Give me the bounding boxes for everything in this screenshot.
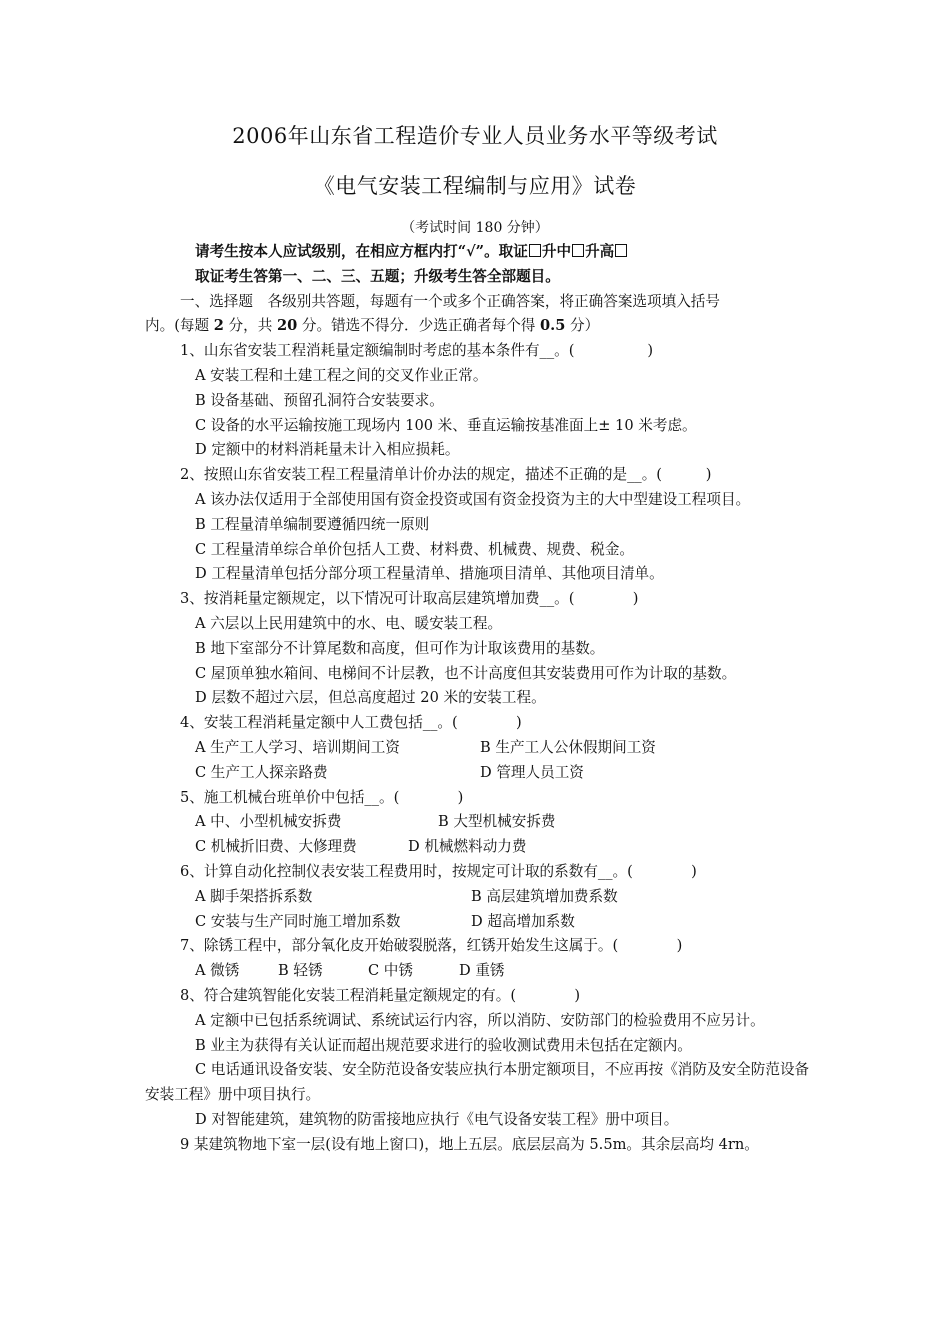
question-5-option-d: D 机械燃料动力费	[408, 838, 527, 856]
instruction-level-high: 升高	[585, 243, 615, 260]
question-4-option-b: B 生产工人公休假期间工资	[480, 738, 656, 756]
question-1-option-b: B 设备基础、预留孔洞符合安装要求。	[195, 391, 444, 409]
question-5-option-a: A 中、小型机械安拆费	[195, 813, 342, 831]
question-2-option-a: A 该办法仅适用于全部使用国有资金投资或国有资金投资为主的大中型建设工程项目。	[195, 490, 751, 508]
section1-heading: 一、选择题 各级别共答题，每题有一个或多个正确答案，将正确答案选项填入括号	[180, 292, 720, 310]
instruction-level-text: 请考生按本人应试级别，在相应方框内打“√”。取证	[195, 243, 528, 260]
question-8-option-c: C 电话通讯设备安装、安全防范设备安装应执行本册定额项目，不应再按《消防及安全防范设备安装工程》册中项目执行。	[145, 1061, 810, 1104]
question-6-option-a: A 脚手架搭拆系数	[195, 887, 313, 905]
question-1-option-a: A 安装工程和土建工程之间的交叉作业正常。	[195, 366, 488, 384]
question-5-option-b: B 大型机械安拆费	[438, 813, 556, 831]
instruction-level-mid: 升中	[541, 243, 572, 260]
question-3-option-b: B 地下室部分不计算尾数和高度，但可作为计取该费用的基数。	[195, 639, 605, 657]
question-8: 8、符合建筑智能化安装工程消耗量定额规定的有。( )	[180, 986, 581, 1004]
question-3-option-d: D 层数不超过六层，但总高度超过 20 米的安装工程。	[195, 689, 546, 707]
question-3-option-c: C 屋顶单独水箱间、电梯间不计层教，也不计高度但其安装费用可作为计取的基数。	[195, 664, 737, 682]
checkbox-upgrade-mid[interactable]	[572, 244, 584, 257]
question-5: 5、施工机械台班单价中包括__。( )	[180, 788, 464, 806]
question-2-option-c: C 工程量清单综合单价包括人工费、材料费、机械费、规费、税金。	[195, 540, 635, 558]
question-5-options-cd	[145, 835, 817, 860]
question-4-options-ab	[145, 736, 817, 761]
question-3-option-a: A 六层以上民用建筑中的水、电、暖安装工程。	[195, 614, 503, 632]
instruction-level	[145, 240, 817, 265]
exam-title: 2006年山东省工程造价专业人员业务水平等级考试	[232, 124, 718, 148]
exam-duration: （考试时间 180 分钟）	[401, 220, 549, 236]
question-4-option-c: C 生产工人探亲路费	[195, 763, 328, 781]
question-6-options-ab	[145, 885, 817, 910]
question-2-option-d: D 工程量清单包括分部分项工程量清单、措施项目清单、其他项目清单。	[195, 565, 664, 583]
question-7-option-c: C 中锈	[368, 962, 413, 980]
question-6-option-b: B 高层建筑增加费系数	[471, 887, 618, 905]
question-1-option-c: C 设备的水平运输按施工现场内 100 米、垂直运输按基准面上± 10 米考虑。	[195, 416, 697, 434]
instruction-scope: 取证考生答第一、二、三、五题；升级考生答全部题目。	[195, 267, 560, 285]
question-7-options	[145, 959, 817, 984]
question-6-option-d: D 超高增加系数	[471, 912, 575, 930]
question-1: 1、山东省安装工程消耗量定额编制时考虑的基本条件有__。( )	[180, 342, 654, 360]
exam-body	[145, 240, 817, 1157]
question-6: 6、计算自动化控制仪表安装工程费用时，按规定可计取的系数有__。( )	[180, 862, 697, 880]
question-1-option-d: D 定额中的材料消耗量未计入相应损耗。	[195, 441, 460, 459]
question-4-option-a: A 生产工人学习、培训期间工资	[195, 738, 400, 756]
checkbox-qualify[interactable]	[529, 244, 541, 257]
question-8-option-b: B 业主为获得有关认证而超出规范要求进行的验收测试费用未包括在定额内。	[195, 1036, 692, 1054]
question-8-option-a: A 定额中已包括系统调试、系统试运行内容，所以消防、安防部门的检验费用不应另计。	[195, 1011, 765, 1029]
question-5-options-ab	[145, 810, 817, 835]
question-9: 9 某建筑物地下室一层(设有地上窗口)，地上五层。底层层高为 5.5m。其余层高均 4rn。	[180, 1135, 759, 1153]
question-6-option-c: C 安装与生产同时施工增加系数	[195, 912, 401, 930]
question-4-options-cd	[145, 761, 817, 786]
question-6-options-cd	[145, 910, 817, 935]
question-3: 3、按消耗量定额规定，以下情况可计取高层建筑增加费__。( )	[180, 590, 639, 608]
question-2-option-b: B 工程量清单编制要遵循四统一原则	[195, 515, 430, 533]
question-5-option-c: C 机械折旧费、大修理费	[195, 838, 357, 856]
question-7-option-d: D 重锈	[459, 962, 505, 980]
exam-subtitle: 《电气安装工程编制与应用》试卷	[313, 174, 637, 198]
question-4-option-d: D 管理人员工资	[480, 763, 584, 781]
question-7-option-b: B 轻锈	[278, 962, 323, 980]
checkbox-upgrade-high[interactable]	[615, 244, 627, 257]
question-4: 4、安装工程消耗量定额中人工费包括__。( )	[180, 714, 522, 732]
question-8-option-d: D 对智能建筑，建筑物的防雷接地应执行《电气设备安装工程》册中项目。	[195, 1110, 679, 1128]
question-7: 7、除锈工程中，部分氧化皮开始破裂脱落，红锈开始发生这属于。( )	[180, 937, 683, 955]
section1-heading-cont: 内。(每题 2 分，共 20 分。错选不得分．少选正确者每个得 0.5 分）	[145, 317, 600, 335]
question-7-option-a: A 微锈	[195, 962, 240, 980]
question-2: 2、按照山东省安装工程工程量清单计价办法的规定，描述不正确的是__。( )	[180, 466, 712, 484]
